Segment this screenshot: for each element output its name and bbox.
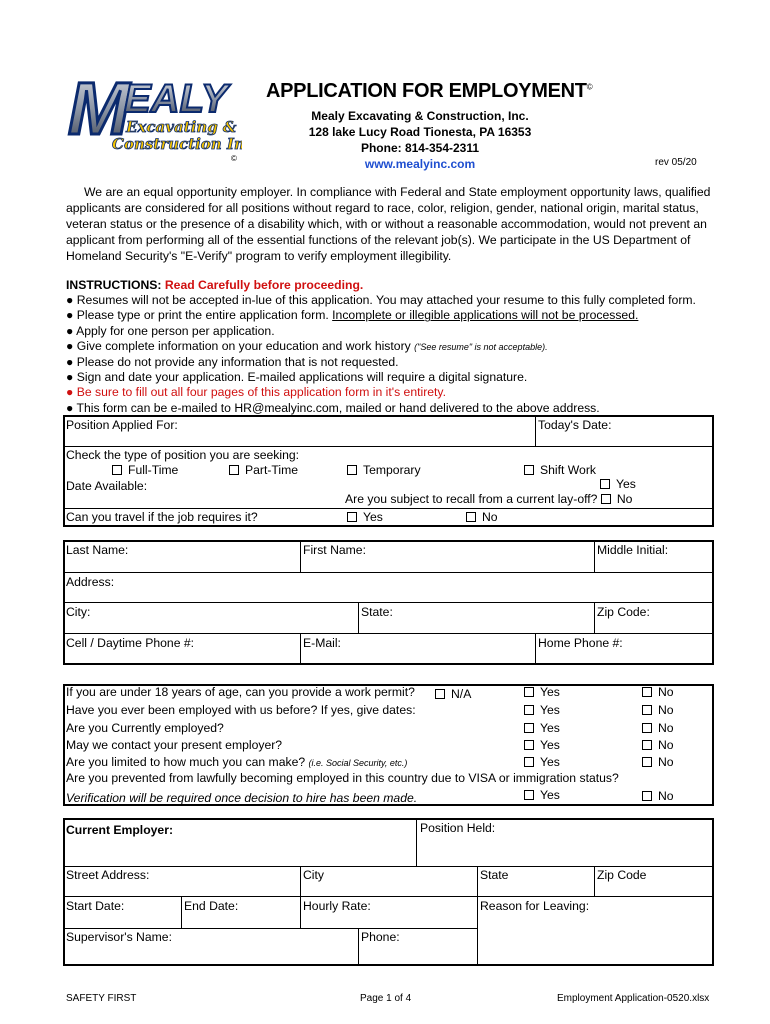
income-limit-yes-checkbox[interactable]: Yes (524, 755, 560, 769)
shift-work-checkbox[interactable]: Shift Work (524, 463, 596, 477)
end-date-field[interactable]: End Date: (184, 899, 239, 913)
checkbox-icon (524, 687, 534, 697)
first-name-field[interactable]: First Name: (303, 543, 366, 557)
eeo-statement: We are an equal opportunity employer. In compliance with Federal and State employment opportunity laws, qualified applicants are considered for all positions without regard to race, color, religion, gender, national origin, marital status, veteran status or the presence of a disability which, with or without a reasonable accommodation, would not prevent an applicant from performing all of the essential functions of the relevant job(s). We participate in the US Department of Homeland Security's "E-Verify" program to verify employment illegibility. (66, 185, 711, 263)
contact-employer-yes-checkbox[interactable]: Yes (524, 738, 560, 752)
checkbox-icon (466, 512, 476, 522)
start-date-field[interactable]: Start Date: (66, 899, 125, 913)
question-work-permit: If you are under 18 years of age, can you provide a work permit? (66, 685, 415, 699)
checkbox-icon (524, 705, 534, 715)
recall-yes-checkbox[interactable]: Yes (600, 477, 636, 491)
employer-city-field[interactable]: City (303, 868, 324, 882)
company-address: 128 lake Lucy Road Tionesta, PA 16353 (308, 125, 532, 139)
work-permit-yes-checkbox[interactable]: Yes (524, 685, 560, 699)
middle-initial-field[interactable]: Middle Initial: (597, 543, 669, 557)
instruction-item: ● Give complete information on your education and work history ("See resume" is not acceptable). (66, 338, 548, 353)
instruction-item: ● Be sure to fill out all four pages of this application form in it's entirety. (66, 385, 447, 400)
employed-before-yes-checkbox[interactable]: Yes (524, 703, 560, 717)
cell-phone-field[interactable]: Cell / Daytime Phone #: (66, 636, 195, 650)
position-type-label: Check the type of position you are seeking: (66, 448, 300, 462)
checkbox-icon (642, 687, 652, 697)
supervisor-name-field[interactable]: Supervisor's Name: (66, 930, 172, 944)
svg-text:M: M (68, 72, 130, 150)
instruction-item: ● Sign and date your application. E-mailed applications will require a digital signature. (66, 370, 528, 385)
checkbox-icon (112, 465, 122, 475)
visa-no-checkbox[interactable]: No (642, 789, 674, 803)
checkbox-icon (642, 705, 652, 715)
date-available-field[interactable]: Date Available: (66, 479, 148, 493)
checkbox-icon (347, 465, 357, 475)
employer-phone-field[interactable]: Phone: (361, 930, 400, 944)
reason-leaving-field[interactable]: Reason for Leaving: (480, 899, 590, 913)
travel-question: Can you travel if the job requires it? (66, 510, 258, 524)
email-field[interactable]: E-Mail: (303, 636, 341, 650)
temporary-checkbox[interactable]: Temporary (347, 463, 421, 477)
checkbox-icon (600, 479, 610, 489)
checkbox-icon (524, 790, 534, 800)
employer-zip-field[interactable]: Zip Code (597, 868, 647, 882)
company-website[interactable]: www.mealyinc.com (364, 157, 476, 171)
revision-label: rev 05/20 (655, 157, 697, 168)
checkbox-icon (642, 791, 652, 801)
position-held-field[interactable]: Position Held: (420, 821, 496, 835)
currently-employed-yes-checkbox[interactable]: Yes (524, 721, 560, 735)
logo-copyright: © (231, 154, 237, 163)
last-name-field[interactable]: Last Name: (66, 543, 129, 557)
checkbox-icon (435, 689, 445, 699)
work-permit-no-checkbox[interactable]: No (642, 685, 674, 699)
logo-sub2: Construction Inc (112, 135, 242, 153)
company-phone: Phone: 814-354-2311 (360, 141, 480, 155)
hourly-rate-field[interactable]: Hourly Rate: (303, 899, 371, 913)
instruction-item: ● Resumes will not be accepted in-lue of this application. You may attached your resume to this fully completed form. (66, 293, 696, 308)
instructions (66, 278, 726, 416)
home-phone-field[interactable]: Home Phone #: (538, 636, 623, 650)
instruction-item: ● Please do not provide any information that is not requested. (66, 355, 399, 370)
logo-wordmark: EALY (124, 77, 228, 121)
part-time-checkbox[interactable]: Part-Time (229, 463, 298, 477)
visa-yes-checkbox[interactable]: Yes (524, 788, 560, 802)
employer-state-field[interactable]: State (480, 868, 509, 882)
logo-sub1: Excavating & (126, 118, 237, 136)
question-employed-before: Have you ever been employed with us before? If yes, give dates: (66, 703, 416, 717)
verification-note: Verification will be required once decision to hire has been made. (66, 791, 418, 805)
checkbox-icon (524, 465, 534, 475)
employed-before-no-checkbox[interactable]: No (642, 703, 674, 717)
full-time-checkbox[interactable]: Full-Time (112, 463, 178, 477)
position-applied-field[interactable]: Position Applied For: (66, 418, 178, 432)
page-number: Page 1 of 4 (360, 993, 412, 1004)
checkbox-icon (642, 757, 652, 767)
work-permit-na-checkbox[interactable]: N/A (435, 687, 471, 701)
checkbox-icon (229, 465, 239, 475)
address-field[interactable]: Address: (66, 575, 115, 589)
footer-slogan: SAFETY FIRST (66, 993, 137, 1004)
recall-question: Are you subject to recall from a current lay-off? No (345, 492, 633, 506)
question-visa-status: Are you prevented from lawfully becoming employed in this country due to VISA or immigration status? (66, 771, 619, 785)
currently-employed-no-checkbox[interactable]: No (642, 721, 674, 735)
question-income-limit: Are you limited to how much you can make? (i.e. Social Security, etc.) (66, 755, 408, 769)
state-field[interactable]: State: (361, 605, 393, 619)
company-info (250, 108, 590, 172)
current-employer-field[interactable]: Current Employer: (66, 823, 173, 837)
income-limit-no-checkbox[interactable]: No (642, 755, 674, 769)
company-logo (66, 72, 242, 162)
checkbox-icon (642, 723, 652, 733)
checkbox-icon (524, 740, 534, 750)
contact-employer-no-checkbox[interactable]: No (642, 738, 674, 752)
question-currently-employed: Are you Currently employed? (66, 721, 224, 735)
zip-field[interactable]: Zip Code: (597, 605, 650, 619)
form-title: APPLICATION FOR EMPLOYMENT© (266, 80, 593, 102)
todays-date-field[interactable]: Today's Date: (538, 418, 612, 432)
file-name: Employment Application-0520.xlsx (557, 993, 710, 1004)
checkbox-icon (524, 757, 534, 767)
instruction-item: ● Apply for one person per application. (66, 323, 275, 338)
question-contact-employer: May we contact your present employer? (66, 738, 283, 752)
company-name: Mealy Excavating & Construction, Inc. (311, 109, 529, 123)
checkbox-icon[interactable] (601, 494, 611, 504)
instruction-item: ● This form can be e-mailed to HR@mealyinc.com, mailed or hand delivered to the above address. (66, 400, 600, 415)
checkbox-icon (642, 740, 652, 750)
employer-street-field[interactable]: Street Address: (66, 868, 150, 882)
checkbox-icon (524, 723, 534, 733)
instruction-item: ● Please type or print the entire application form. Incomplete or illegible applications will not be processed. (66, 308, 639, 323)
city-field[interactable]: City: (66, 605, 91, 619)
instructions-warning: Read Carefully before proceeding. (164, 278, 364, 292)
checkbox-icon (347, 512, 357, 522)
travel-no-checkbox[interactable]: No (466, 510, 498, 524)
instructions-heading: INSTRUCTIONS: (66, 278, 162, 292)
travel-yes-checkbox[interactable]: Yes (347, 510, 383, 524)
